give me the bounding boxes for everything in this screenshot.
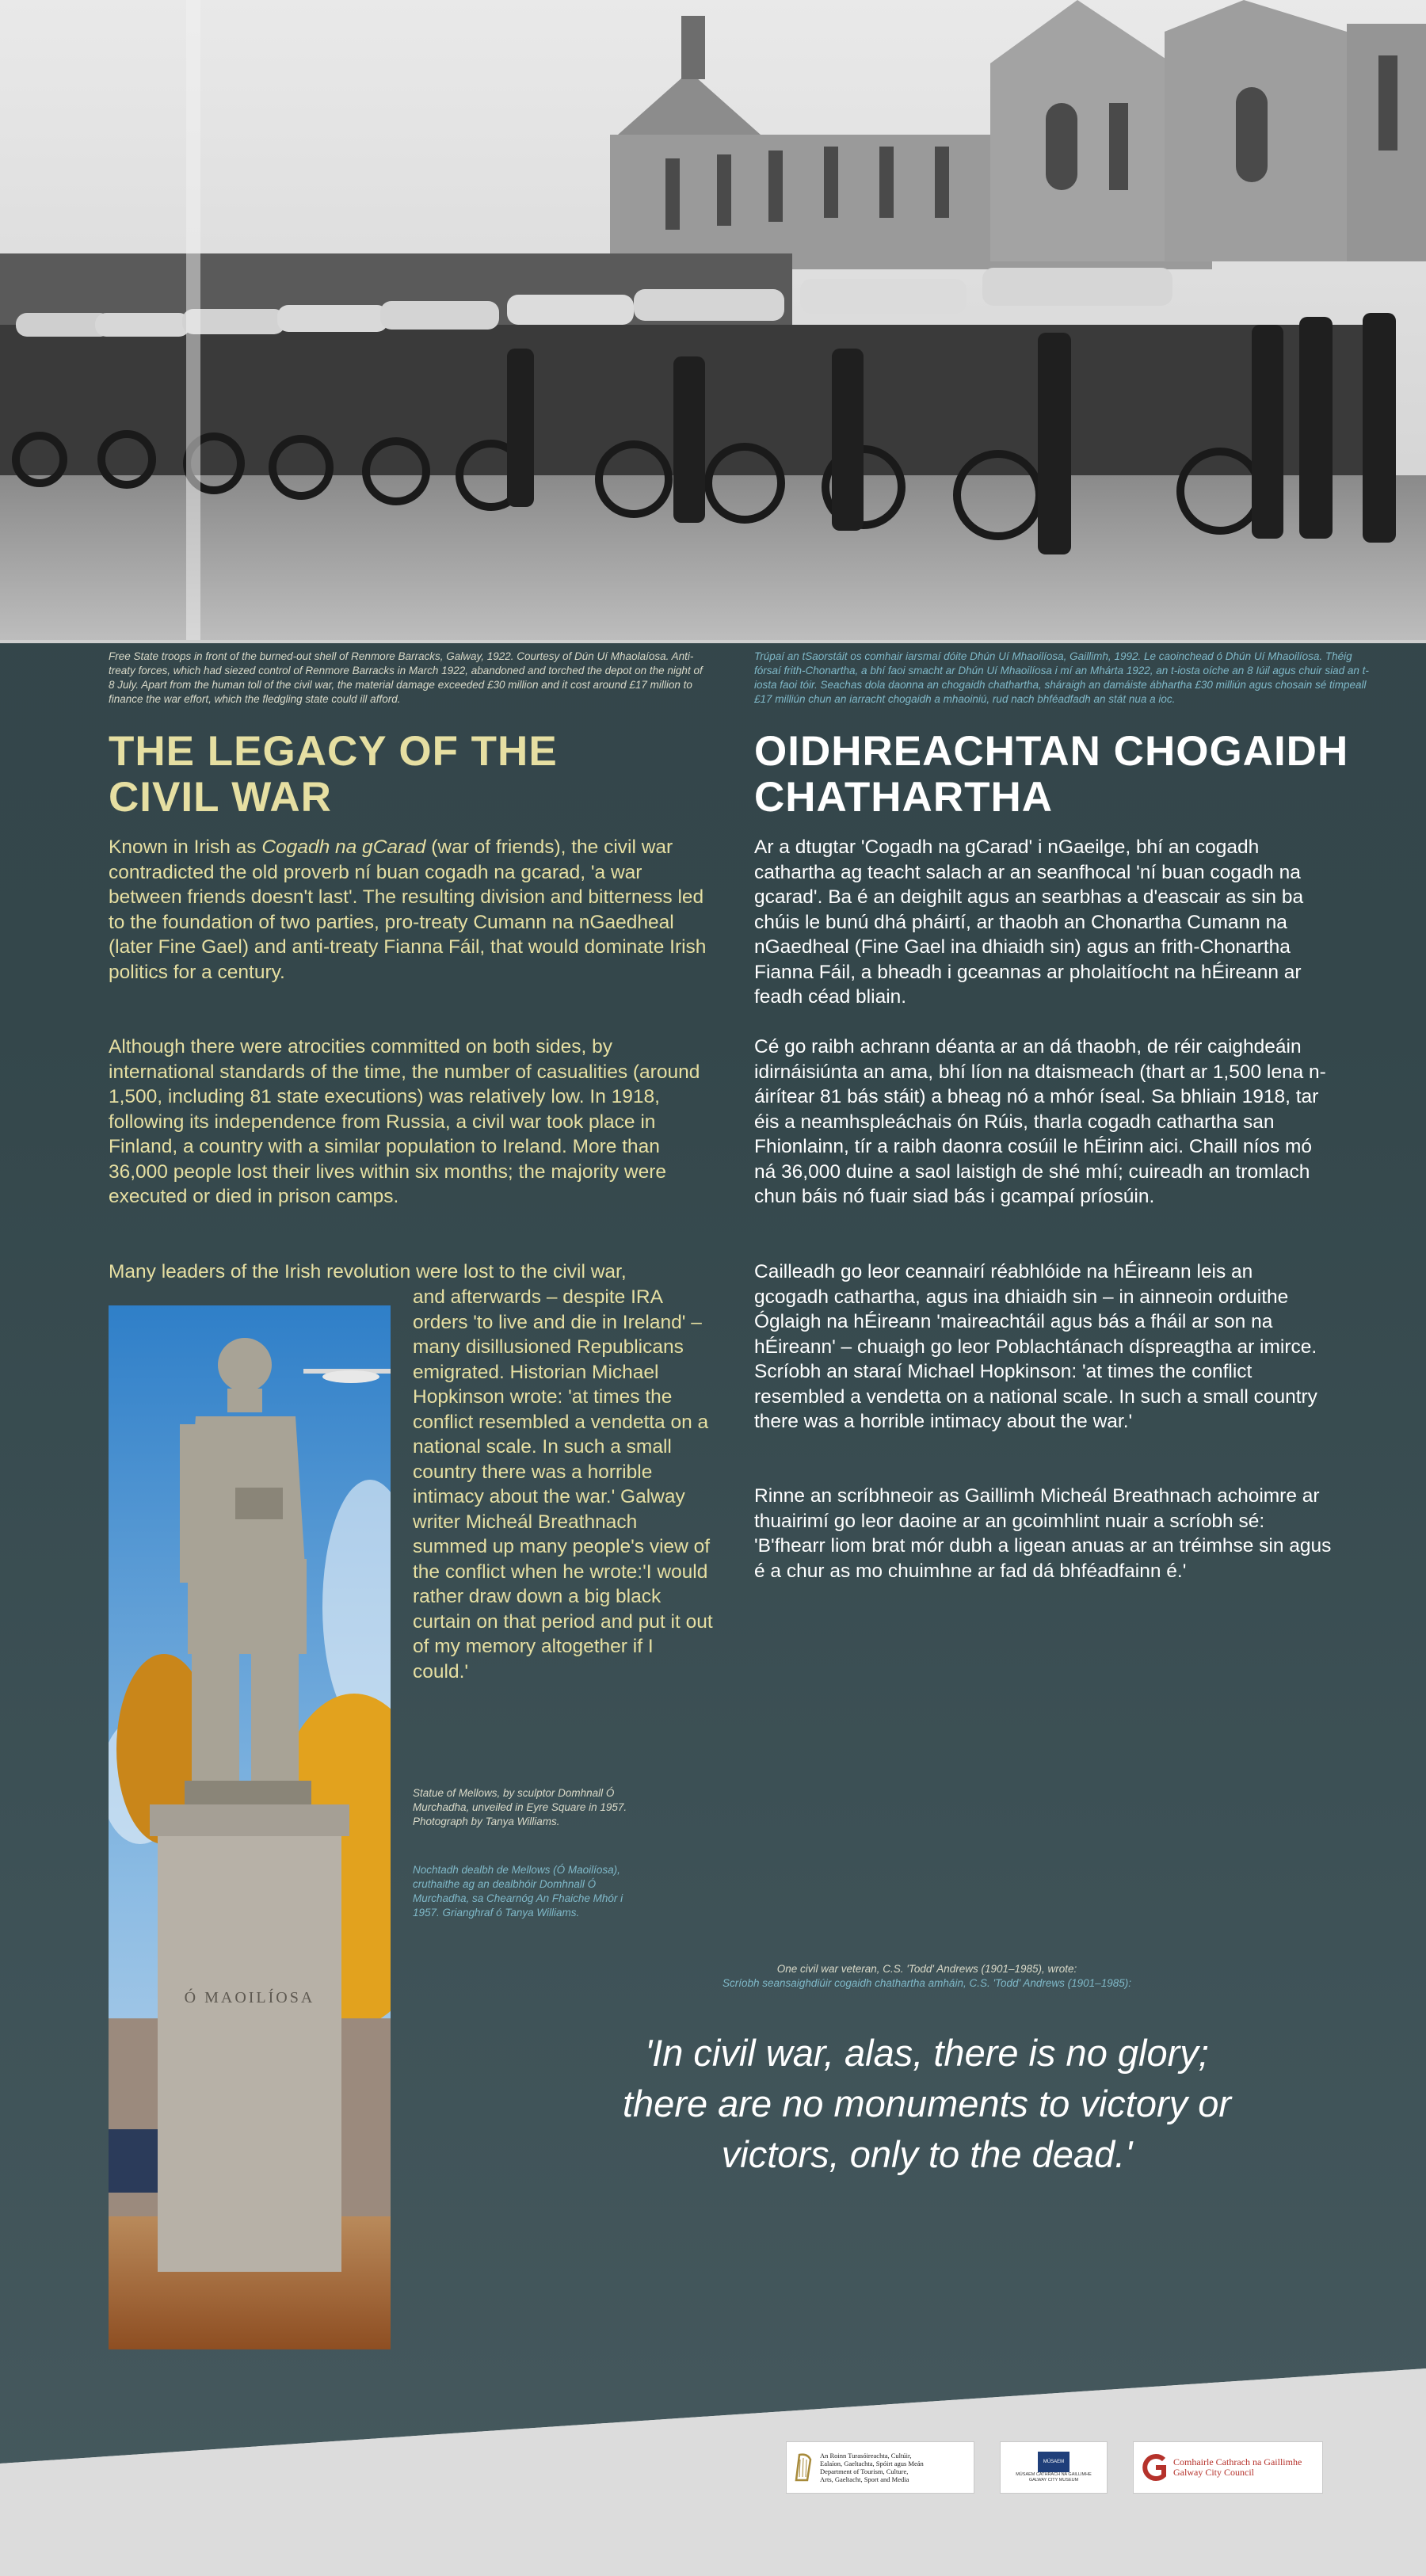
museum-line-2: GALWAY CITY MUSEUM <box>1028 2478 1079 2483</box>
quote-line-2: there are no monuments to victory or <box>622 2083 1232 2124</box>
council-logo-text <box>1173 2457 1302 2478</box>
english-p1-start: Known in Irish as <box>109 836 262 858</box>
title-ga <box>754 729 1404 821</box>
photo-caption-ga: Trúpaí an tSaorstáit os comhair iarsmaí dóite Dhún Uí Mhaoilíosa, Gaillimh, 1992. Le caoinchead ó Dhún Uí Mhaoilíosa. Théig fórsaí frith-Chonartha, a bhí faoi smacht ar Dhún Uí Mhaoilíosa i mí an Mhárta 1922, an t-iosta oíche an 8 Iúil agus chuir siad an t-iosta faoi tóir. Seachas dola daonna an chogaidh chathartha, sháraigh an damáiste ábhartha £30 milliún agus chosain sé timpeall £17 milliún chun an iarracht chogaidh a mhaoiniú, rud nach bhféadfadh an stát nua a ioc. <box>754 650 1369 705</box>
department-line-1: An Roinn Turasóireachta, Cultúir, <box>820 2452 912 2460</box>
english-paragraph-3-lead: Many leaders of the Irish revolution were lost to the civil war, <box>109 1261 627 1282</box>
quote-intro-ga: Scríobh seansaighdiúir cogaidh chathartha amháin, C.S. 'Todd' Andrews (1901–1985): <box>723 1977 1131 1989</box>
title-en <box>109 729 711 821</box>
title-en-line2: CIVIL WAR <box>109 774 332 821</box>
department-line-3: Department of Tourism, Culture, <box>820 2467 909 2475</box>
department-line-2: Ealaíon, Gaeltachta, Spóirt agus Meán <box>820 2460 924 2467</box>
museum-logo <box>1000 2441 1108 2494</box>
photo-caption-en: Free State troops in front of the burned-out shell of Renmore Barracks, Galway, 1922. Courtesy of Dún Uí Mhaolaíosa. Anti-treaty forces, which had siezed control of Renmore Barracks in March 1922, abandoned and torched the depot on the night of 8 July. Apart from the human toll of the civil war, the material damage exceeded £30 million and it cost around £17 million to finance the war effort, which the fledgling state could ill afford. <box>109 650 703 705</box>
andrews-quote <box>523 2028 1331 2180</box>
english-p1-emphasis: Cogadh na gCarad <box>261 836 426 858</box>
department-line-4: Arts, Gaeltacht, Sport and Media <box>820 2475 909 2483</box>
english-paragraph-3-wrap: and afterwards – despite IRA orders 'to live and die in Ireland' – many disillusioned Republicans emigrated. Historian Michael Hopkinson wrote: 'at times the conflict resembled a vendetta on a national scale. In such a small country there was a horrible intimacy about the war.' Galway writer Micheál Breathnach summed up many people's view of the conflict when he wrote:'I would rather draw down a big black curtain on that period and put it out of my memory altogether if I could.' <box>413 1286 713 1682</box>
department-logo <box>786 2441 974 2494</box>
quote-line-3: victors, only to the dead.' <box>721 2133 1133 2175</box>
museum-line-1: MÚSAEM CATHRACH NA GAILLIMHE <box>1016 2472 1092 2477</box>
council-logo <box>1133 2441 1323 2494</box>
barracks-photo <box>0 0 1426 643</box>
council-line-1: Comhairle Cathrach na Gaillimhe <box>1173 2456 1302 2467</box>
statue-photo <box>109 1305 391 2349</box>
harp-icon <box>793 2452 814 2483</box>
museum-mark-icon <box>1038 2452 1070 2472</box>
quote-intro-en: One civil war veteran, C.S. 'Todd' Andrews (1901–1985), wrote: <box>776 1963 1077 1975</box>
irish-paragraph-1: Ar a dtugtar 'Cogadh na gCarad' i nGaeilge, bhí an cogadh cathartha ag teacht salach ar an seanfhocal 'ní buan cogadh na gcarad'. Ba é an deighilt agus an searbhas a d'eascair as sin ba chúis le bunú dhá pháirtí, ar thaobh an Chonartha Cumann na nGaedheal (Fine Gael ina dhiaidh sin) agus an frith-Chonartha Fianna Fáil, a bheadh i gceannas ar pholaitíocht na hÉireann ar feadh céad bliain. <box>754 836 1304 1008</box>
irish-paragraph-2: Cé go raibh achrann déanta ar an dá thaobh, de réir caighdeáin idirnáisiúnta an ama, bhí líon na dtaismeach (thart ar 1,500 lena n-áirítear 81 bás stáit) a bheag nó a mhór íseal. Sa bhliain 1918, tar éis a neamhspleáchais ón Rúis, tharla cogadh cathartha san Fhionlainn, tír a raibh daonra cosúil le hÉirinn aici. Chaill níos mó ná 36,000 duine a saol laistigh de shé mhí; cuireadh an tromlach chun báis nó fuair siad bás i gcampaí príosúin. <box>754 1036 1326 1207</box>
council-line-2: Galway City Council <box>1173 2467 1254 2478</box>
title-en-line1: THE LEGACY OF THE <box>109 728 558 775</box>
department-logo-text <box>820 2452 924 2483</box>
english-paragraph-1 <box>109 835 711 985</box>
statue-caption-en: Statue of Mellows, by sculptor Domhnall Ó Murchadha, unveiled in Eyre Square in 1957. Photograph by Tanya Williams. <box>413 1787 627 1827</box>
statue-caption-ga: Nochtadh dealbh de Mellows (Ó Maoilíosa), cruthaithe ag an dealbhóir Domhnall Ó Murchadha, sa Chearnóg An Fhaiche Mhór i 1957. Grianghraf ó Tanya Williams. <box>413 1864 623 1919</box>
irish-paragraph-4: Rinne an scríbhneoir as Gaillimh Micheál Breathnach achoimre ar thuairimí go leor daoine ar an gcoimhlint nuair a scríobh sé: 'B'fhearr liom brat mór dubh a ligean anuas ar an tréimhse sin agus é a chur as mo chuimhne ar fad dá bhféadfainn é.' <box>754 1485 1332 1582</box>
quote-line-1: 'In civil war, alas, there is no glory; <box>645 2032 1209 2074</box>
museum-mark-label: MÚSAEM <box>1043 2460 1065 2464</box>
title-ga-line1: OIDHREACHTAN CHOGAIDH <box>754 728 1349 775</box>
english-p1-end: (war of friends), the civil war contradicted the old proverb ní buan cogadh na gcarad, 'a war between friends doesn't last'. The resulting division and bitterness led to the foundation of two parties, pro-treaty Cumann na nGaedheal (later Fine Gael) and anti-treaty Fianna Fáil, that would dominate Irish politics for a century. <box>109 836 707 983</box>
title-ga-line2: CHATHARTHA <box>754 774 1054 821</box>
english-paragraph-2: Although there were atrocities committed on both sides, by international standards of the time, the number of casualities (around 1,500, including 81 state executions) was relatively low. In 1918, following its independence from Russia, a civil war took place in Finland, a country with a similar population to Ireland. More than 36,000 people lost their lives within six months; the majority were executed or died in prison camps. <box>109 1036 700 1207</box>
irish-paragraph-3: Cailleadh go leor ceannairí réabhlóide na hÉireann leis an gcogadh cathartha, agus ina dhiaidh sin – in ainneoin orduithe Óglaigh na hÉireann 'maireachtáil agus bás a fháil ar son na hÉireann' – chuaigh go leor Poblachtánach díspreagtha ar imirce. Scríobh an staraí Michael Hopkinson: 'at times the conflict resembled a vendetta on a national scale. In such a small country there was a horrible intimacy about the war.' <box>754 1261 1317 1432</box>
plinth-inscription: Ó MAOILÍOSA <box>184 1989 315 2006</box>
council-crest-icon <box>1142 2452 1169 2483</box>
